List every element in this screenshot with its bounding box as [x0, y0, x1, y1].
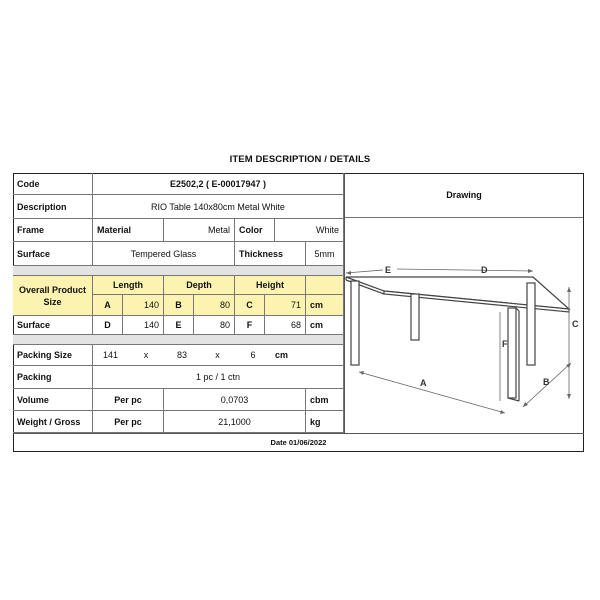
color-label: Color: [235, 219, 275, 242]
packing-size-label: Packing Size: [13, 345, 93, 366]
dim-letter-c: C: [572, 319, 579, 329]
document-title: ITEM DESCRIPTION / DETAILS: [229, 154, 371, 165]
packing-length: 141: [93, 345, 128, 366]
unit-header-blank: [306, 276, 344, 295]
dim-value-e: 80: [194, 316, 235, 335]
weight-per: Per pc: [93, 411, 164, 433]
material-value: Metal: [164, 219, 235, 242]
weight-value: 21,1000: [164, 411, 306, 433]
dim-letter-b: B: [543, 377, 550, 387]
dim-unit-overall: cm: [306, 295, 344, 316]
dim-letter-e: E: [385, 265, 392, 275]
overall-size-label: Overall Product Size: [13, 276, 93, 316]
weight-label: Weight / Gross: [13, 411, 93, 433]
description-value: RIO Table 140x80cm Metal White: [93, 195, 344, 219]
dim-value-d: 140: [123, 316, 164, 335]
spacer-row: [13, 335, 344, 345]
dim-key-d: D: [93, 316, 123, 335]
packing-value: 1 pc / 1 ctn: [93, 366, 344, 389]
thickness-label: Thickness: [235, 242, 306, 266]
dim-key-e: E: [164, 316, 194, 335]
volume-unit: cbm: [306, 389, 344, 411]
volume-per: Per pc: [93, 389, 164, 411]
surface-dims-label: Surface: [13, 316, 93, 335]
dim-key-f: F: [235, 316, 265, 335]
dim-letter-f: F: [502, 339, 508, 349]
depth-header: Depth: [164, 276, 235, 295]
packing-label: Packing: [13, 366, 93, 389]
dim-value-f: 68: [265, 316, 306, 335]
dim-letter-a: A: [420, 378, 427, 388]
dim-key-c: C: [235, 295, 265, 316]
dim-key-b: B: [164, 295, 194, 316]
dim-key-a: A: [93, 295, 123, 316]
surface-value: Tempered Glass: [93, 242, 235, 266]
spacer-row: [13, 266, 344, 276]
dim-value-b: 80: [194, 295, 235, 316]
volume-value: 0,0703: [164, 389, 306, 411]
description-label: Description: [13, 195, 93, 219]
dim-value-a: 140: [123, 295, 164, 316]
frame-label: Frame: [13, 219, 93, 242]
code-label: Code: [13, 173, 93, 195]
packing-x1: x: [128, 345, 164, 366]
dim-unit-surface: cm: [306, 316, 344, 335]
date-footer: Date 01/06/2022: [270, 438, 327, 447]
thickness-value: 5mm: [306, 242, 344, 266]
material-label: Material: [93, 219, 164, 242]
dim-letter-d: D: [481, 265, 488, 275]
packing-height: 6: [235, 345, 271, 366]
drawing-header: Drawing: [345, 173, 583, 218]
packing-x2: x: [200, 345, 235, 366]
weight-unit: kg: [306, 411, 344, 433]
color-value: White: [275, 219, 344, 242]
height-header: Height: [235, 276, 306, 295]
length-header: Length: [93, 276, 164, 295]
table-drawing: [345, 219, 583, 433]
volume-label: Volume: [13, 389, 93, 411]
dim-value-c: 71: [265, 295, 306, 316]
surface-label: Surface: [13, 242, 93, 266]
code-value: E2502,2 ( E-00017947 ): [93, 173, 344, 195]
packing-unit: cm: [271, 345, 344, 366]
packing-depth: 83: [164, 345, 200, 366]
